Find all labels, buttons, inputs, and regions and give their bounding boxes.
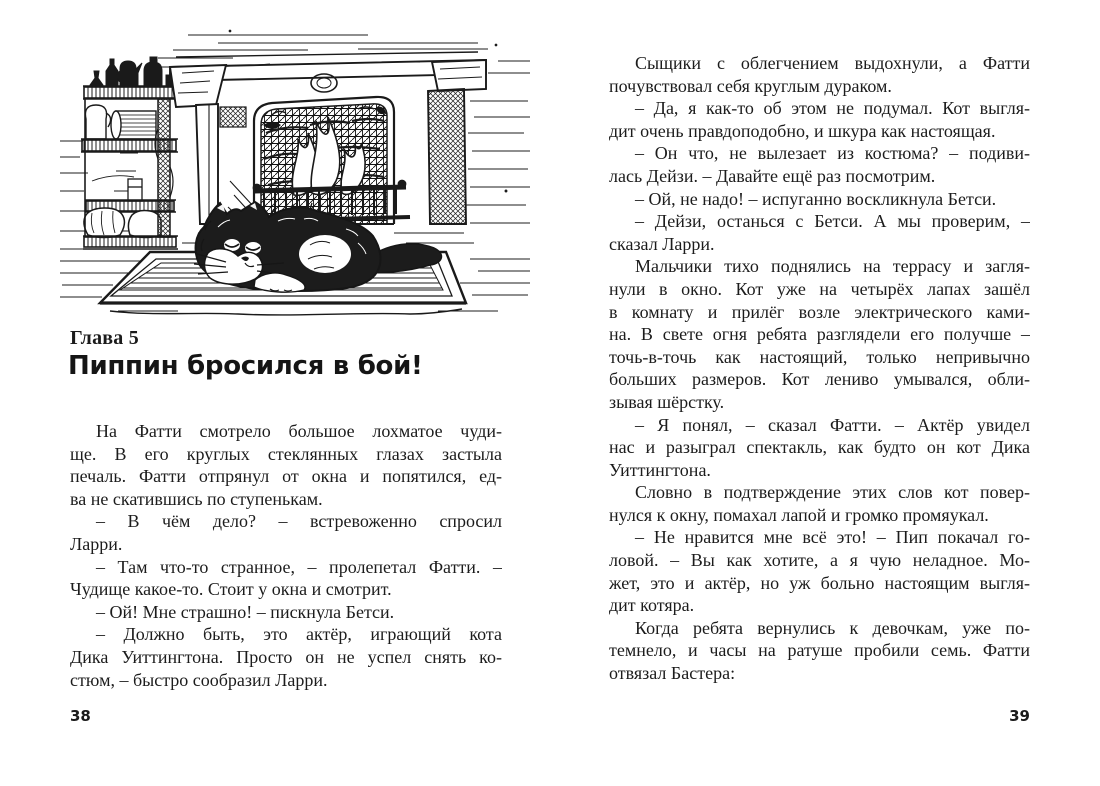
text-line: отвязал Бастера: <box>609 663 736 684</box>
text-line: ва не скатившись по ступенькам. <box>70 488 323 509</box>
paragraph <box>609 188 1030 211</box>
page-number-right: 39 <box>1009 707 1030 725</box>
paragraph <box>609 210 1030 255</box>
fireplace-pillar-left <box>196 104 218 224</box>
shelf-board <box>84 87 176 98</box>
paragraph <box>609 255 1030 413</box>
text-line: зывая шёрстку. <box>609 391 725 412</box>
fireplace <box>170 52 486 224</box>
text-line: лась Дейзи. – Давайте ещё раз посмотрим. <box>609 165 936 186</box>
text-line: Мальчики тихо поднялись на террасу и загля- <box>635 256 1030 277</box>
text-line: – Да, я как-то об этом не подумал. Кот выгля- <box>635 98 1030 119</box>
text-line: больших размеров. Кот лениво умывался, обли- <box>609 369 1030 390</box>
text-line: Сыщики с облегчением выдохнули, а Фатти <box>635 53 1030 73</box>
text-line: печаль. Фатти отпрянул от окна и попятился, ед- <box>70 466 502 487</box>
text-line: на. В свете огня ребята разглядели его получше – <box>609 324 1030 345</box>
text-line: ще. В его круглых стеклянных глазах застыла <box>70 443 502 464</box>
right-page-text <box>609 52 1030 685</box>
text-line: дит очень правдоподобно, и шкура как настоящая. <box>609 120 996 141</box>
text-line: Когда ребята вернулись к девочкам, уже по- <box>635 617 1030 638</box>
text-line: Чудище какое-то. Стоит у окна и смотрит. <box>70 579 392 600</box>
text-line: сказал Ларри. <box>609 233 715 254</box>
shelf-jugs-top <box>90 57 173 86</box>
shelf-post <box>158 99 170 237</box>
paragraph <box>70 510 502 555</box>
paragraph <box>70 420 502 510</box>
text-line: в комнату и прилёг возле электрического ками- <box>609 301 1030 322</box>
text-line: нулся к окну, помахал лапой и громко промяукал. <box>609 504 989 525</box>
text-line: нас и разыграл спектакль, как будто он кот Дика <box>609 437 1030 458</box>
page-number-left: 38 <box>70 707 91 725</box>
text-line: точь-в-точь как настоящий, только непривычно <box>609 346 1030 367</box>
rug-front-wave <box>110 309 462 315</box>
text-line: почувствовал себя круглым дураком. <box>609 75 892 96</box>
text-line: ловой. – Вы как хотите, а я чую неладное. Мо- <box>609 550 1030 571</box>
text-line: На Фатти смотрело большое лохматое чуди- <box>96 421 502 441</box>
text-line: Уиттингтона. <box>609 459 711 480</box>
text-line: – Дейзи, останься с Бетси. А мы проверим, – <box>635 211 1030 232</box>
paragraph <box>609 526 1030 616</box>
text-line: – Не нравится мне всё это! – Пип покачал го- <box>635 527 1030 548</box>
text-line: стюм, – быстро сообразил Ларри. <box>70 669 328 690</box>
paragraph <box>609 617 1030 685</box>
text-line: Дика Уиттингтона. Просто он не успел снять ко- <box>70 646 502 667</box>
text-line: – Там что-то странное, – пролепетал Фатти. – <box>96 556 502 577</box>
paragraph <box>609 414 1030 482</box>
paragraph <box>70 601 502 624</box>
cat-flank-patch <box>299 235 351 273</box>
paragraph <box>609 142 1030 187</box>
text-line: Ларри. <box>70 533 123 554</box>
paragraph <box>609 97 1030 142</box>
fireplace-pillar-right <box>428 89 466 224</box>
paragraph <box>70 623 502 691</box>
text-line: – Должно быть, это актёр, играющий кота <box>96 624 502 645</box>
chapter-label: Глава 5 <box>70 327 139 349</box>
chapter-title: Пиппин бросился в бой! <box>68 351 423 381</box>
text-line: – В чём дело? – встревоженно спросил <box>96 511 502 532</box>
text-line: нули в окно. Кот уже на четырёх лапах зашёл <box>609 278 1030 299</box>
text-line: жет, это и актёр, но уж больно настоящим выгля- <box>609 572 1030 593</box>
text-line: – Ой, не надо! – испуганно воскликнула Бетси. <box>635 188 997 209</box>
text-line: дит котяра. <box>609 595 695 616</box>
fireplace-cornice-right <box>432 60 486 91</box>
text-line: – Он что, не вылезает из костюма? – подиви- <box>635 143 1030 164</box>
shelf-board <box>84 237 176 247</box>
text-line: Словно в подтверждение этих слов кот повер- <box>635 482 1030 503</box>
fireplace-cat-illustration <box>58 20 532 318</box>
paragraph <box>609 481 1030 526</box>
text-line: – Ой! Мне страшно! – пискнула Бетси. <box>96 601 395 622</box>
paragraph <box>609 52 1030 97</box>
text-line: – Я понял, – сказал Фатти. – Актёр увидел <box>635 414 1030 435</box>
shelf-jug-and-plates <box>85 105 156 139</box>
shelf-small-cup <box>92 176 142 201</box>
fireplace-cornice-left <box>170 65 226 107</box>
paragraph <box>70 556 502 601</box>
left-page-text <box>70 420 502 691</box>
text-line: темнело, и часы на ратуше пробили семь. Фатти <box>609 640 1030 661</box>
